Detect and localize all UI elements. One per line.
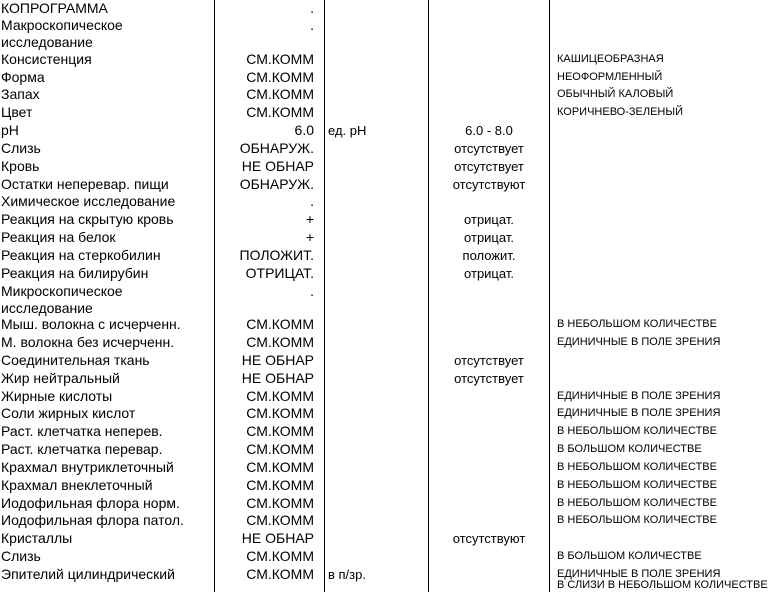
result-value: 6.0 xyxy=(294,122,314,138)
reference-range: положит. xyxy=(462,248,516,263)
comment-text: В НЕБОЛЬШОМ КОЛИЧЕСТВЕ xyxy=(557,497,717,509)
table-row xyxy=(0,104,770,121)
parameter-name: Микроскопическое xyxy=(1,283,123,299)
result-value: НЕ ОБНАР xyxy=(241,352,314,368)
table-row xyxy=(0,158,770,175)
comment-text: ЕДИНИЧНЫЕ В ПОЛЕ ЗРЕНИЯ xyxy=(557,390,721,402)
table-row xyxy=(0,334,770,351)
result-value: СМ.КОММ xyxy=(246,316,314,332)
parameter-name: Остатки неперевар. пищи xyxy=(1,176,169,192)
parameter-name: Форма xyxy=(1,69,45,85)
parameter-name: Жирные кислоты xyxy=(1,388,113,404)
table-row xyxy=(0,176,770,193)
comment-text: В НЕБОЛЬШОМ КОЛИЧЕСТВЕ xyxy=(557,479,717,491)
parameter-name: М. волокна без исчерченн. xyxy=(1,334,175,350)
result-value: СМ.КОММ xyxy=(246,104,314,120)
comment-text: ОБЫЧНЫЙ КАЛОВЫЙ xyxy=(557,88,674,100)
table-row xyxy=(0,193,770,210)
result-value: ПОЛОЖИТ. xyxy=(239,247,314,263)
result-value: . xyxy=(310,193,314,209)
table-row xyxy=(0,247,770,264)
parameter-name: Реакция на стеркобилин xyxy=(1,247,161,263)
result-value: ОБНАРУЖ. xyxy=(239,140,314,156)
reference-range: отсутствуют xyxy=(452,531,526,546)
result-value: СМ.КОММ xyxy=(246,566,314,582)
comment-text: В БОЛЬШОМ КОЛИЧЕСТВЕ xyxy=(557,550,702,562)
result-value: СМ.КОММ xyxy=(246,423,314,439)
parameter-name-continued: исследование xyxy=(1,34,93,50)
reference-range: отсутствует xyxy=(454,159,524,174)
parameter-name: Консистенция xyxy=(1,51,92,67)
table-row xyxy=(0,140,770,157)
table-row xyxy=(0,69,770,86)
parameter-name: Реакция на белок xyxy=(1,229,116,245)
result-value: СМ.КОММ xyxy=(246,405,314,421)
result-value: СМ.КОММ xyxy=(246,495,314,511)
parameter-name: Реакция на скрытую кровь xyxy=(1,211,174,227)
parameter-name: Кристаллы xyxy=(1,530,73,546)
comment-text: В НЕБОЛЬШОМ КОЛИЧЕСТВЕ xyxy=(557,318,717,330)
table-row xyxy=(0,405,770,422)
result-value: СМ.КОММ xyxy=(246,69,314,85)
table-row xyxy=(0,352,770,369)
parameter-name: Реакция на билирубин xyxy=(1,265,149,281)
result-value: СМ.КОММ xyxy=(246,459,314,475)
result-value: . xyxy=(310,0,314,16)
result-value: СМ.КОММ xyxy=(246,51,314,67)
unit-label: ед. рН xyxy=(328,123,367,138)
table-row xyxy=(0,17,770,50)
reference-range: отрицат. xyxy=(464,266,514,281)
parameter-name: Иодофильная флора патол. xyxy=(1,512,184,528)
comment-text: КОРИЧНЕВО-ЗЕЛЕНЫЙ xyxy=(557,106,684,118)
table-row xyxy=(0,441,770,458)
parameter-name: Химическое исследование xyxy=(1,193,176,209)
table-row xyxy=(0,512,770,529)
reference-range: отсутствуют xyxy=(452,177,526,192)
parameter-name: Жир нейтральный xyxy=(1,370,120,386)
comment-text: В НЕБОЛЬШОМ КОЛИЧЕСТВЕ xyxy=(557,461,717,473)
reference-range: отрицат. xyxy=(464,230,514,245)
parameter-name: Соединительная ткань xyxy=(1,352,150,368)
parameter-name: Запах xyxy=(1,86,40,102)
parameter-name: Раст. клетчатка неперев. xyxy=(1,423,163,439)
table-row xyxy=(0,211,770,228)
reference-range: отсутствует xyxy=(454,353,524,368)
table-row xyxy=(0,548,770,565)
result-value: НЕ ОБНАР xyxy=(241,158,314,174)
table-row xyxy=(0,388,770,405)
table-row xyxy=(0,495,770,512)
comment-text: КАШИЦЕОБРАЗНАЯ xyxy=(557,53,664,65)
reference-range: отсутствует xyxy=(454,141,524,156)
comment-text: В НЕБОЛЬШОМ КОЛИЧЕСТВЕ xyxy=(557,425,717,437)
reference-range: отрицат. xyxy=(464,212,514,227)
result-value: + xyxy=(305,229,314,245)
parameter-name: Цвет xyxy=(1,104,33,120)
table-row xyxy=(0,0,770,17)
parameter-name: Иодофильная флора норм. xyxy=(1,495,180,511)
parameter-name: Слизь xyxy=(1,140,41,156)
parameter-name: Крахмал внеклеточный xyxy=(1,477,153,493)
table-row xyxy=(0,51,770,68)
table-row xyxy=(0,459,770,476)
table-row xyxy=(0,530,770,547)
result-value: СМ.КОММ xyxy=(246,388,314,404)
table-row xyxy=(0,370,770,387)
comment-text: ЕДИНИЧНЫЕ В ПОЛЕ ЗРЕНИЯ xyxy=(557,568,721,580)
table-row xyxy=(0,566,770,591)
result-value: НЕ ОБНАР xyxy=(241,530,314,546)
table-row xyxy=(0,122,770,139)
result-value: СМ.КОММ xyxy=(246,334,314,350)
unit-label: в п/зр. xyxy=(328,567,366,582)
table-row xyxy=(0,265,770,282)
result-value: ОТРИЦАТ. xyxy=(245,265,314,281)
comment-text: ЕДИНИЧНЫЕ В ПОЛЕ ЗРЕНИЯ xyxy=(557,407,721,419)
comment-text: В БОЛЬШОМ КОЛИЧЕСТВЕ xyxy=(557,443,702,455)
table-row xyxy=(0,283,770,316)
parameter-name-continued: исследование xyxy=(1,300,93,316)
result-value: СМ.КОММ xyxy=(246,86,314,102)
parameter-name: Раст. клетчатка перевар. xyxy=(1,441,163,457)
result-value: СМ.КОММ xyxy=(246,441,314,457)
table-row xyxy=(0,477,770,494)
result-value: + xyxy=(305,211,314,227)
parameter-name: Крахмал внутриклеточный xyxy=(1,459,174,475)
comment-text: В НЕБОЛЬШОМ КОЛИЧЕСТВЕ xyxy=(557,514,717,526)
comment-text: НЕОФОРМЛЕННЫЙ xyxy=(557,71,663,83)
result-value: СМ.КОММ xyxy=(246,477,314,493)
parameter-name: Макроскопическое xyxy=(1,17,123,33)
comment-text: ЕДИНИЧНЫЕ В ПОЛЕ ЗРЕНИЯ xyxy=(557,336,721,348)
result-value: . xyxy=(310,283,314,299)
parameter-name: КОПРОГРАММА xyxy=(1,0,108,16)
parameter-name: Мыш. волокна с исчерченн. xyxy=(1,316,181,332)
table-row xyxy=(0,229,770,246)
result-value: СМ.КОММ xyxy=(246,548,314,564)
result-value: . xyxy=(310,17,314,33)
parameter-name: Слизь xyxy=(1,548,41,564)
table-row xyxy=(0,423,770,440)
reference-range: отсутствует xyxy=(454,371,524,386)
result-value: НЕ ОБНАР xyxy=(241,370,314,386)
parameter-name: Эпителий цилиндрический xyxy=(1,566,175,582)
parameter-name: рН xyxy=(1,122,19,138)
comment-text-continued: В СЛИЗИ В НЕБОЛЬШОМ КОЛИЧЕСТВЕ xyxy=(557,579,768,591)
result-value: ОБНАРУЖ. xyxy=(239,176,314,192)
table-row xyxy=(0,316,770,333)
parameter-name: Соли жирных кислот xyxy=(1,405,136,421)
parameter-name: Кровь xyxy=(1,158,40,174)
result-value: СМ.КОММ xyxy=(246,512,314,528)
reference-range: 6.0 - 8.0 xyxy=(465,123,513,138)
table-row xyxy=(0,86,770,103)
